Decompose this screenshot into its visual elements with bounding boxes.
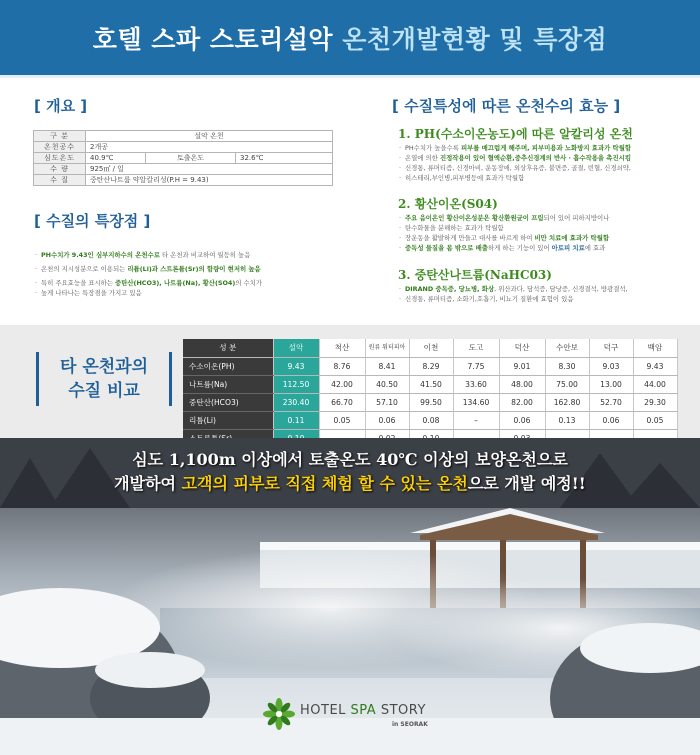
leaf-emblem-icon xyxy=(262,697,296,731)
table-cell: 0.05 xyxy=(319,411,365,429)
effect-heading-nahco3: 3. 중탄산나트륨(NaHC03) xyxy=(398,268,552,282)
table-cell: 7.75 xyxy=(453,357,499,375)
table-row xyxy=(183,375,677,393)
list-item: · 신경통, 류머티즘, 소화기,호흡기, 비뇨기 질환에 효험이 있음 xyxy=(398,294,628,304)
table-cell: 0.11 xyxy=(273,411,319,429)
effect-list-nahco3 xyxy=(398,284,628,304)
effect-heading-ph: 1. PH(수소이온농도)에 따른 알칼리성 온천 xyxy=(398,127,633,141)
table-cell: 8.76 xyxy=(319,357,365,375)
table-cell: 57.10 xyxy=(365,393,409,411)
list-item: · 탄수화물을 분해하는 효과가 탁월함 xyxy=(398,223,609,233)
row-label: 나트륨(Na) xyxy=(183,375,273,393)
logo-subtitle: in SEORAK xyxy=(392,721,428,728)
list-item: · 장운동을 활발하게 만들고 대사를 바르게 하여 비만 치료에 효과가 탁월함 xyxy=(398,233,609,243)
table-cell: 99.50 xyxy=(409,393,453,411)
page-title xyxy=(93,20,607,56)
quality-list xyxy=(34,250,262,298)
table-cell: 8.29 xyxy=(409,357,453,375)
table-cell: 44.00 xyxy=(633,375,677,393)
table-cell: 0.13 xyxy=(545,411,589,429)
table-cell: 48.00 xyxy=(499,375,545,393)
table-header-row: 성 분 설악 척산 원류 워터피아 이천 도고 덕산 수안보 덕구 백암 xyxy=(183,339,677,357)
table-row: 온천공수 2개공 xyxy=(34,142,333,153)
overview-table xyxy=(33,130,333,186)
table-cell: 0.08 xyxy=(409,411,453,429)
table-row xyxy=(183,393,677,411)
table-cell: 9.01 xyxy=(499,357,545,375)
list-item: · PH수치가 9.43인 심부지하수의 온천수로 타 온천과 비교하여 월등히 높음 xyxy=(34,250,262,260)
table-row: 심도온도 40.9℃ 토출온도 32.6℃ xyxy=(34,153,333,164)
table-cell: 33.60 xyxy=(453,375,499,393)
header-divider xyxy=(0,75,700,78)
table-cell: 230.40 xyxy=(273,393,319,411)
table-cell: 0.05 xyxy=(633,411,677,429)
page-title-main: 호텔 스파 스토리설악 xyxy=(92,24,334,54)
quality-title: [ 수질의 특장점 ] xyxy=(34,212,151,230)
promo-banner: 심도 1,100m 이상에서 토출온도 40℃ 이상의 보양온천으로 개발하여 고객의 피부로 직접 체험 할 수 있는 온천으로 개발 예정!! xyxy=(114,450,586,493)
list-item: · 높게 나타나는 특장점을 가지고 있음 xyxy=(34,288,262,298)
table-cell: 9.43 xyxy=(273,357,319,375)
table-cell: 75.00 xyxy=(545,375,589,393)
list-item: · 신경통, 류머티즘, 신경마비, 운동장애, 외상후유증, 불면증, 골절, 빈혈, 신경쇠약, xyxy=(398,163,631,173)
table-cell: 52.70 xyxy=(589,393,633,411)
table-cell: 112.50 xyxy=(273,375,319,393)
list-item: · 히스테리,부인병,피부병등에 효과가 탁월함 xyxy=(398,173,631,183)
table-cell: 9.43 xyxy=(633,357,677,375)
table-cell: 41.50 xyxy=(409,375,453,393)
table-row: 구 분 설악 온천 xyxy=(34,131,333,142)
list-item: · 주요 음이온인 황산이온성분은 황산환원균이 프림되어 있어 피하지방이나 xyxy=(398,213,609,223)
row-label: 중탄산(HCO3) xyxy=(183,393,273,411)
row-label: 리튬(Li) xyxy=(183,411,273,429)
table-cell: 29.30 xyxy=(633,393,677,411)
table-row xyxy=(183,411,677,429)
table-cell: 8.41 xyxy=(365,357,409,375)
page-header xyxy=(0,0,700,75)
effect-list-so4 xyxy=(398,213,609,253)
table-cell: 66.70 xyxy=(319,393,365,411)
comparison-title: 타 온천과의 수질 비교 xyxy=(36,352,172,406)
table-cell: 0.06 xyxy=(499,411,545,429)
list-item: · PH수치가 높을수록 피부를 매끄럽게 해주며, 피부미용과 노화방지 효과가 탁월함 xyxy=(398,143,631,153)
table-cell: 8.30 xyxy=(545,357,589,375)
table-row: 수 질 중탄산나트륨 약알칼리성(P.H = 9.43) xyxy=(34,175,333,186)
table-cell: 9.03 xyxy=(589,357,633,375)
table-cell: 0.06 xyxy=(589,411,633,429)
list-item: · 온천의 지시성분으로 이용되는 리튬(Li)과 스트론튬(Sr)의 함량이 현저히 높음 xyxy=(34,264,262,274)
table-cell: 42.00 xyxy=(319,375,365,393)
table-cell: 0.06 xyxy=(365,411,409,429)
effect-heading-so4: 2. 황산이온(S04) xyxy=(398,197,498,211)
table-row xyxy=(183,357,677,375)
overview-title: [ 개요 ] xyxy=(34,97,88,115)
hotel-logo xyxy=(262,697,462,733)
list-item: · 온열에 의한 진정작용이 있어 혈액순환,중추신경계의 반사 · 흡수작용을 촉진시킴 xyxy=(398,153,631,163)
table-cell: 40.50 xyxy=(365,375,409,393)
table-cell: 162.80 xyxy=(545,393,589,411)
effects-title: [ 수질특성에 따른 온천수의 효능 ] xyxy=(392,97,621,115)
list-item: · 특히 주요효능을 표시하는 중탄산(HCO3), 나트륨(Na), 황산(SO4)의 수치가 xyxy=(34,278,262,288)
table-cell: 134.60 xyxy=(453,393,499,411)
page-title-sub: 온천개발현황 및 특장점 xyxy=(342,24,608,54)
row-label: 수소이온(PH) xyxy=(183,357,273,375)
list-item: · DIRAND 중독증, 당뇨병, 화상, 위산과다, 담석증, 담낭증, 신경결석, 방광결석, xyxy=(398,284,628,294)
logo-wordmark: HOTEL SPA STORY xyxy=(300,703,426,718)
effect-list-ph xyxy=(398,143,631,183)
table-cell: 13.00 xyxy=(589,375,633,393)
list-item: · 중독성 물질을 몸 밖으로 배출하게 하는 기능이 있어 아토피 치료에 효과 xyxy=(398,243,609,253)
comparison-table xyxy=(183,339,678,448)
table-cell: 82.00 xyxy=(499,393,545,411)
table-cell: – xyxy=(453,411,499,429)
table-row: 수 량 925㎥ / 일 xyxy=(34,164,333,175)
